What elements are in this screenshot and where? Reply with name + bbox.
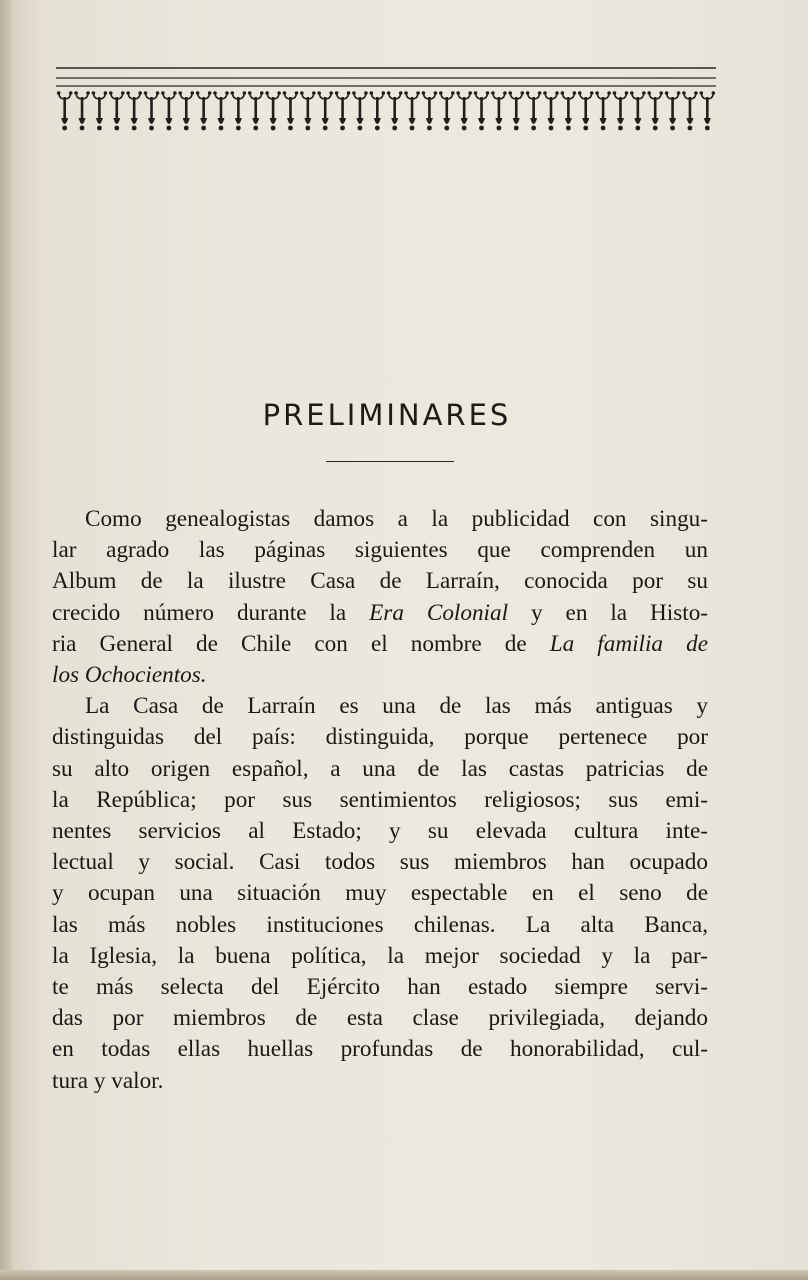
ornament-motif <box>161 91 177 130</box>
text-segment: en todas ellas huellas profundas de honorabilidad, cul- <box>52 1036 708 1063</box>
ornament-motif <box>543 91 559 130</box>
text-line <box>52 972 708 1003</box>
text-line <box>52 847 708 878</box>
text-line <box>52 598 708 629</box>
text-segment: te más selecta del Ejército han estado siempre servi- <box>52 974 708 1001</box>
ornament-motif <box>283 91 299 130</box>
text-segment: La Casa de Larraín es una de las más antiguas y <box>85 693 708 720</box>
page-bottom-edge <box>0 1270 808 1280</box>
decorative-header-border <box>56 66 716 140</box>
paragraph <box>52 504 708 691</box>
text-line <box>52 722 708 753</box>
ornament-motif <box>144 91 160 130</box>
ornament-motif <box>178 91 194 130</box>
ornament-motif <box>57 91 73 130</box>
ornament-motif <box>370 91 386 130</box>
paragraph <box>52 691 708 1097</box>
text-line <box>52 941 708 972</box>
text-line <box>52 504 708 535</box>
ornament-motif <box>578 91 594 130</box>
ornament-motif <box>265 91 281 130</box>
text-line <box>52 566 708 597</box>
text-segment: la República; por sus sentimientos religiosos; sus emi- <box>52 786 708 813</box>
text-segment: su alto origen español, a una de las castas patricias de <box>52 755 708 782</box>
text-line <box>52 1034 708 1065</box>
ornament-motif <box>231 91 247 130</box>
text-segment: la Iglesia, la buena política, la mejor sociedad y la par- <box>52 942 708 969</box>
ornament-motif <box>682 91 698 130</box>
text-line <box>52 535 708 566</box>
ornament-motif <box>404 91 420 130</box>
ornament-motif <box>92 91 108 130</box>
text-segment: las más nobles instituciones chilenas. La alta Banca, <box>52 911 708 938</box>
text-segment: das por miembros de esta clase privilegiada, dejando <box>52 1005 708 1032</box>
text-segment: y ocupan una situación muy espectable en el seno de <box>52 880 708 907</box>
text-line <box>52 816 708 847</box>
ornament-motif <box>317 91 333 130</box>
text-line <box>52 629 708 660</box>
text-segment: lar agrado las páginas siguientes que comprenden un <box>52 537 708 564</box>
text-segment: tura y valor. <box>52 1067 164 1094</box>
ornament-motif <box>196 91 212 130</box>
text-line <box>52 754 708 785</box>
ornament-motif <box>561 91 577 130</box>
ornament-motif <box>508 91 524 130</box>
book-page <box>12 0 808 1272</box>
chapter-title: PRELIMINARES <box>262 398 512 432</box>
ornament-motif <box>352 91 368 130</box>
ornament-motif <box>248 91 264 130</box>
text-segment: y en la Histo- <box>508 599 709 626</box>
ornament-motif <box>74 91 90 130</box>
ornament-motif <box>526 91 542 130</box>
ornament-motif <box>665 91 681 130</box>
ornament-motif <box>613 91 629 130</box>
ornament-motif <box>491 91 507 130</box>
text-line <box>52 1003 708 1034</box>
text-segment: Album de la ilustre Casa de Larraín, conocida por su <box>52 568 708 595</box>
ornament-motif <box>213 91 229 130</box>
ornament-motif <box>109 91 125 130</box>
body-text <box>52 504 708 1097</box>
ornament-motif <box>300 91 316 130</box>
text-segment: Era Colonial <box>369 599 509 626</box>
ornament-motif <box>647 91 663 130</box>
ornament-motif <box>700 91 716 130</box>
text-segment: Como genealogistas damos a la publicidad con singu- <box>85 506 708 532</box>
text-segment: los Ochocientos. <box>52 662 207 689</box>
ornament-motif <box>439 91 455 130</box>
text-segment: crecido número durante la <box>52 599 370 626</box>
text-segment: nentes servicios al Estado; y su elevada cultura inte- <box>52 818 708 845</box>
text-segment: La familia de <box>549 630 709 657</box>
text-line <box>52 878 708 909</box>
ornament-motif <box>474 91 490 130</box>
text-segment: ria General de Chile con el nombre de <box>52 630 550 657</box>
ornament-motif <box>630 91 646 130</box>
text-segment: distinguidas del país: distinguida, porque pertenece por <box>52 724 708 751</box>
ornament-motif <box>595 91 611 130</box>
title-underline-rule <box>326 461 454 462</box>
ornament-motif <box>456 91 472 130</box>
ornament-motif <box>126 91 142 130</box>
text-line <box>52 660 708 691</box>
ornament-motif <box>335 91 351 130</box>
ornament-motif <box>422 91 438 130</box>
text-line <box>52 785 708 816</box>
text-segment: lectual y social. Casi todos sus miembros han ocupado <box>52 849 708 876</box>
text-line <box>52 910 708 941</box>
text-line <box>52 1066 708 1097</box>
ornament-motif <box>387 91 403 130</box>
text-line <box>52 691 708 722</box>
